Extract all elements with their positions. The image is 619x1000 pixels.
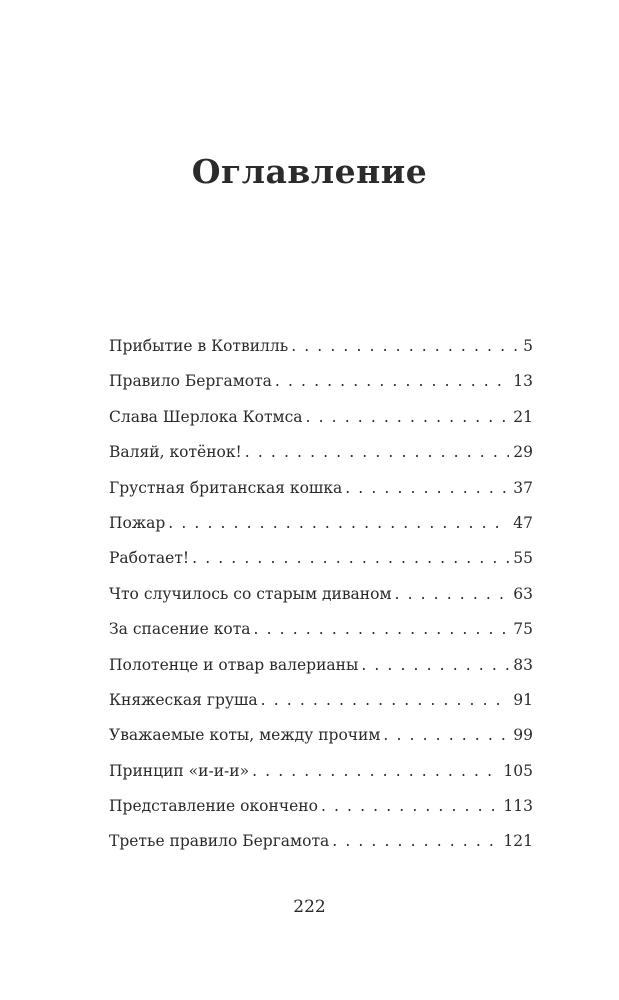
toc-entry-title: Слава Шерлока Котмса xyxy=(109,407,303,426)
toc-entry-page: 113 xyxy=(503,797,533,816)
toc-dot-leader xyxy=(383,726,509,744)
toc-entry-title: За спасение кота xyxy=(109,620,251,639)
toc-entry xyxy=(109,832,533,867)
toc-entry xyxy=(109,337,533,372)
toc-entry-page: 47 xyxy=(513,513,533,532)
toc-entry xyxy=(109,726,533,761)
toc-entry-title: Пожар xyxy=(109,513,166,532)
toc-entry-page: 55 xyxy=(513,549,533,568)
toc-dot-leader xyxy=(168,514,509,532)
toc-entry-title: Грустная британская кошка xyxy=(109,478,343,497)
toc-entry-page: 37 xyxy=(513,478,533,497)
toc-entry-title: Что случилось со старым диваном xyxy=(109,584,392,603)
table-of-contents xyxy=(109,337,533,868)
toc-dot-leader xyxy=(291,337,519,355)
toc-dot-leader xyxy=(245,443,509,461)
toc-entry xyxy=(109,408,533,443)
toc-entry xyxy=(109,372,533,407)
page-number: 222 xyxy=(293,897,326,917)
toc-dot-leader xyxy=(254,620,510,638)
toc-entry xyxy=(109,656,533,691)
toc-dot-leader xyxy=(321,797,499,815)
toc-entry xyxy=(109,514,533,549)
toc-dot-leader xyxy=(332,832,499,850)
toc-dot-leader xyxy=(345,479,509,497)
toc-entry-page: 21 xyxy=(513,407,533,426)
toc-entry-page: 99 xyxy=(513,726,533,745)
toc-entry-title: Уважаемые коты, между прочим xyxy=(109,726,381,745)
toc-entry xyxy=(109,762,533,797)
toc-entry-page: 121 xyxy=(503,832,533,851)
toc-dot-leader xyxy=(361,656,509,674)
toc-entry xyxy=(109,585,533,620)
toc-entry-title: Правило Бергамота xyxy=(109,372,272,391)
toc-entry-page: 83 xyxy=(513,655,533,674)
toc-entry-page: 91 xyxy=(513,690,533,709)
toc-entry-title: Принцип «и-и-и» xyxy=(109,761,250,780)
toc-entry-title: Работает! xyxy=(109,549,190,568)
toc-entry-title: Княжеская груша xyxy=(109,690,258,709)
toc-entry-title: Прибытие в Котвилль xyxy=(109,337,289,355)
toc-entry-title: Валяй, котёнок! xyxy=(109,443,242,462)
toc-entry xyxy=(109,797,533,832)
toc-entry xyxy=(109,549,533,584)
toc-entry xyxy=(109,620,533,655)
toc-entry xyxy=(109,443,533,478)
toc-entry-title: Третье правило Бергамота xyxy=(109,832,330,851)
toc-dot-leader xyxy=(192,549,509,567)
toc-entry-page: 5 xyxy=(523,337,533,355)
toc-entry xyxy=(109,479,533,514)
toc-dot-leader xyxy=(306,408,510,426)
toc-dot-leader xyxy=(275,372,509,390)
toc-entry xyxy=(109,691,533,726)
toc-entry-page: 13 xyxy=(513,372,533,391)
toc-entry-title: Полотенце и отвар валерианы xyxy=(109,655,359,674)
toc-entry-page: 29 xyxy=(513,443,533,462)
toc-entry-page: 105 xyxy=(503,761,533,780)
toc-dot-leader xyxy=(395,585,510,603)
toc-dot-leader xyxy=(261,691,510,709)
toc-entry-page: 63 xyxy=(513,584,533,603)
toc-entry-title: Представление окончено xyxy=(109,797,318,816)
toc-entry-page: 75 xyxy=(513,620,533,639)
page-title: Оглавление xyxy=(191,152,428,191)
toc-dot-leader xyxy=(252,762,499,780)
